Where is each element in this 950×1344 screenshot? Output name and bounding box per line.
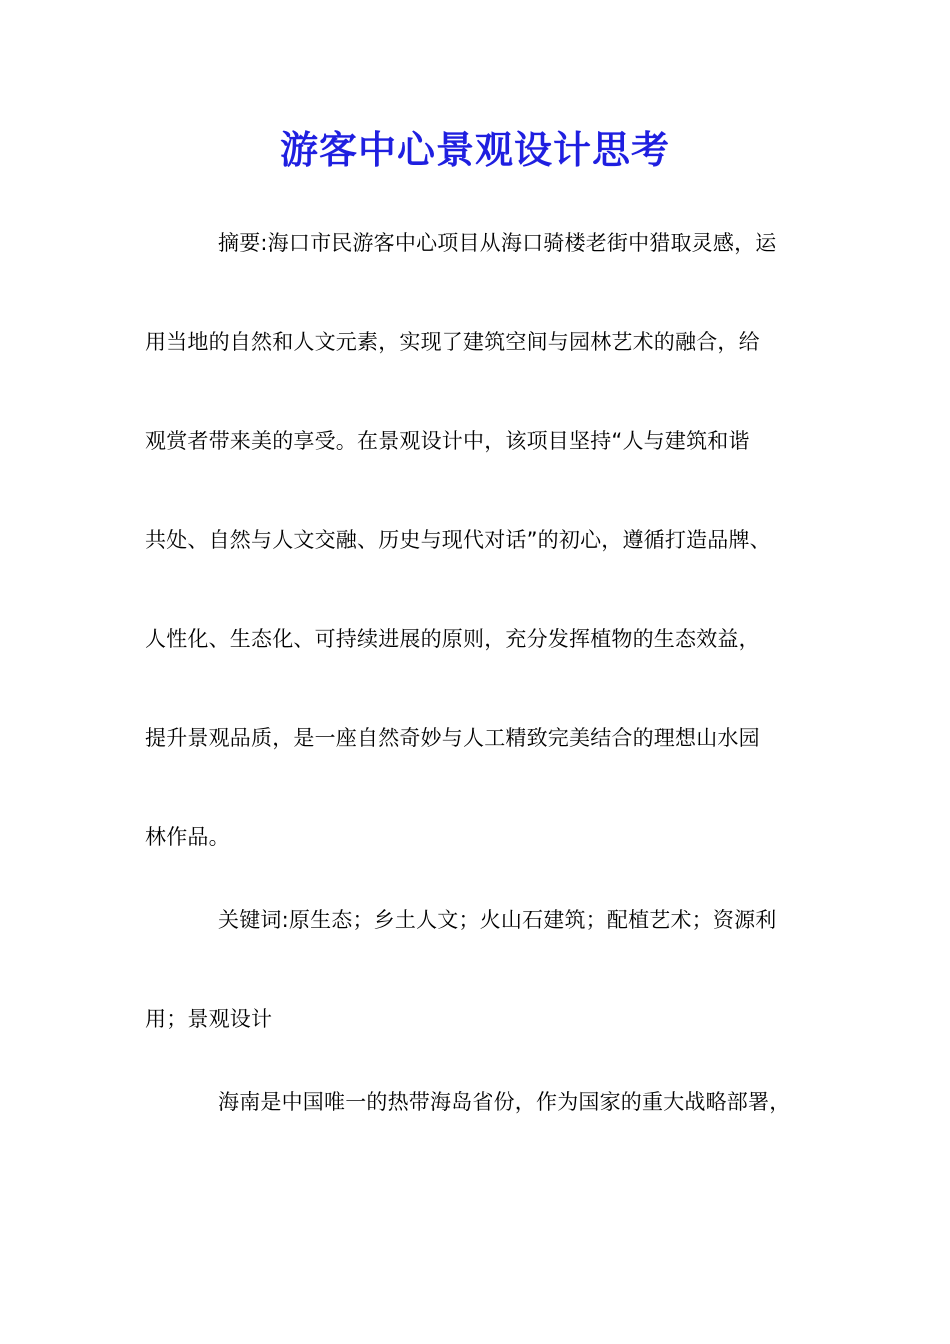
document-title: 游客中心景观设计思考 <box>279 127 670 172</box>
abstract-line-6: 提升景观品质，是一座自然奇妙与人工精致完美结合的理想山水园 <box>145 726 760 750</box>
abstract-line-3: 观赏者带来美的享受。在景观设计中，该项目坚持“人与建筑和谐 <box>145 429 750 453</box>
abstract-line-7: 林作品。 <box>145 825 230 849</box>
abstract-line-1: 摘要:海口市民游客中心项目从海口骑楼老街中猎取灵感，运 <box>218 231 777 255</box>
abstract-line-5: 人性化、生态化、可持续进展的原则，充分发挥植物的生态效益， <box>145 627 760 651</box>
keywords-line-1: 关键词:原生态；乡土人文；火山石建筑；配植艺术；资源利 <box>218 908 777 932</box>
abstract-line-4: 共处、自然与人文交融、历史与现代对话”的初心，遵循打造品牌、 <box>145 528 771 552</box>
body-paragraph-line-1: 海南是中国唯一的热带海岛省份，作为国家的重大战略部署， <box>218 1090 791 1114</box>
abstract-line-2: 用当地的自然和人文元素，实现了建筑空间与园林艺术的融合，给 <box>145 330 760 354</box>
keywords-line-2: 用；景观设计 <box>145 1007 273 1031</box>
